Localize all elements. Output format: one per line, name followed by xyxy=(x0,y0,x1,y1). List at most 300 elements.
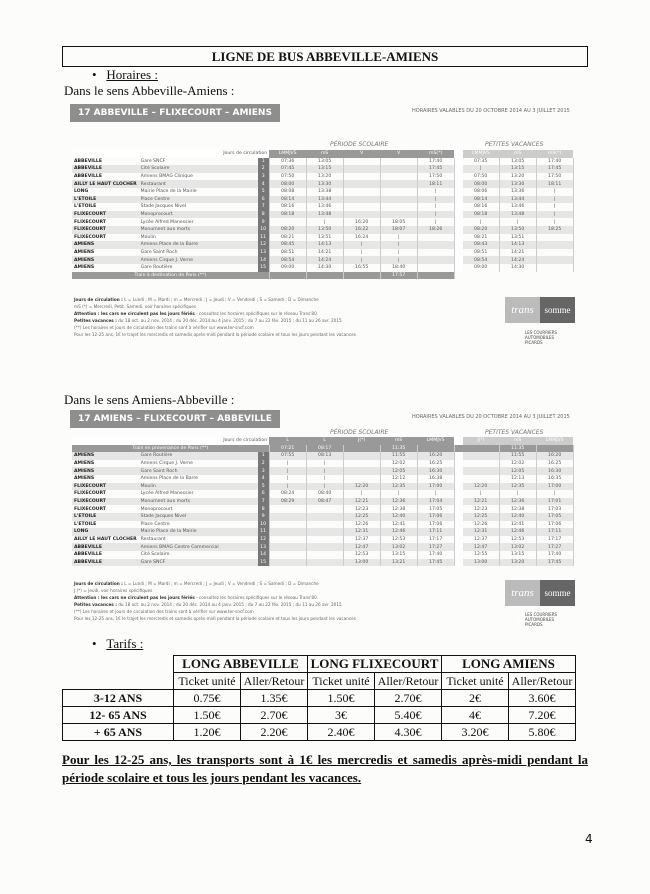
time-cell xyxy=(417,256,454,264)
time-cell: 08:14 xyxy=(463,196,500,204)
time-cell: 08:54 xyxy=(269,256,306,264)
table-row xyxy=(72,264,573,272)
city-cell: ABBEVILLE xyxy=(72,543,139,551)
time-cell: 14:24 xyxy=(499,256,536,264)
time-cell: 07:55 xyxy=(269,452,306,460)
city-cell: FLIXECOURT xyxy=(72,483,139,491)
table-row xyxy=(72,180,573,188)
stop-cell: Amiens Cirque J. Verne xyxy=(140,461,193,467)
time-cell: 13:44 xyxy=(306,196,343,204)
note-text: L = Lundi ; M = Mardi ; m = Mercredi ; J = Jeudi ; V = Vendredi ; S = Samedi ; D = Dimanche xyxy=(122,297,319,302)
time-cell: 17:11 xyxy=(536,528,573,536)
stop-cell: Amiens Place de la Barre xyxy=(139,241,258,249)
time-cell: | xyxy=(380,256,417,264)
price-cell: 2.20€ xyxy=(241,724,308,741)
time-cell: | xyxy=(417,211,454,219)
tariffs-table xyxy=(62,655,576,741)
time-cell: | xyxy=(536,196,573,204)
time-cell xyxy=(417,241,454,249)
time-cell xyxy=(463,460,500,468)
stop-cell: Gare Routière xyxy=(140,265,173,271)
time-cell xyxy=(306,513,343,521)
time-cell xyxy=(306,521,343,529)
time-cell: 17:50 xyxy=(417,173,454,181)
gap xyxy=(454,483,463,491)
time-cell: 12:46 xyxy=(499,528,536,536)
time-cell: 17:27 xyxy=(417,543,454,551)
stop-cell: Place Centre xyxy=(140,521,170,527)
time-cell: 12:53 xyxy=(499,536,536,544)
table-row xyxy=(72,249,573,257)
stop-number: 4 xyxy=(258,475,270,483)
time-cell: | xyxy=(306,460,343,468)
blank xyxy=(343,272,380,280)
time-cell: 12:12 xyxy=(380,475,417,483)
gap xyxy=(454,559,463,567)
time-cell xyxy=(269,505,306,513)
stop-number: 14 xyxy=(258,551,270,559)
time-cell: | xyxy=(343,249,380,257)
gap xyxy=(454,551,463,559)
city-cell: ABBEVILLE xyxy=(74,552,102,558)
price-cell: 3.20€ xyxy=(442,724,509,741)
time-cell xyxy=(343,203,380,211)
time-cell: 13:02 xyxy=(499,543,536,551)
table-row xyxy=(72,196,573,204)
gap xyxy=(454,241,463,249)
time-cell: 13:48 xyxy=(306,211,343,219)
stop-number: 9 xyxy=(258,513,270,521)
note-bold: Petites vacances : xyxy=(74,318,117,323)
time-cell: 08:06 xyxy=(463,188,500,196)
age-group: 12- 65 ANS xyxy=(63,707,174,724)
stop-cell: Cité Scolaire xyxy=(139,165,258,173)
time-cell: 12:47 xyxy=(343,543,380,551)
time-cell: | xyxy=(536,211,573,219)
column-header: L xyxy=(306,437,343,445)
time-cell xyxy=(343,165,380,173)
time-cell xyxy=(380,196,417,204)
time-cell: 13:50 xyxy=(306,226,343,234)
price-cell: 4.30€ xyxy=(375,724,442,741)
gap xyxy=(454,513,463,521)
time-cell: | xyxy=(417,188,454,196)
time-cell: 08:40 xyxy=(306,490,343,498)
train-time: 07:21 xyxy=(269,445,306,453)
time-cell: | xyxy=(417,196,454,204)
time-cell xyxy=(343,452,380,460)
tariff-row xyxy=(63,690,576,707)
note-line xyxy=(74,615,494,622)
time-cell: 12:26 xyxy=(463,521,500,529)
period-vac-2: PETITES VACANCES xyxy=(485,429,544,436)
city-cell: AMIENS xyxy=(72,256,139,264)
page-title: LIGNE DE BUS ABBEVILLE-AMIENS xyxy=(62,46,588,67)
time-cell: 13:21 xyxy=(380,559,417,567)
city-cell: L'ETOILE xyxy=(74,521,97,527)
time-cell: 12:36 xyxy=(380,498,417,506)
time-cell xyxy=(343,180,380,188)
table-row xyxy=(72,559,573,567)
stop-cell: Restaurant xyxy=(139,180,258,188)
table-row xyxy=(72,536,573,544)
time-cell: 13:30 xyxy=(306,180,343,188)
time-cell xyxy=(380,211,417,219)
group-flixecourt: LONG FLIXECOURT xyxy=(308,656,442,673)
price-cell: 3.60€ xyxy=(509,690,576,707)
time-cell: | xyxy=(417,490,454,498)
city-cell: ABBEVILLE xyxy=(74,174,102,180)
gap xyxy=(454,196,463,204)
time-cell: 07:50 xyxy=(269,173,306,181)
table-row xyxy=(72,490,573,498)
time-cell: 14:21 xyxy=(306,249,343,257)
time-cell: | xyxy=(269,483,306,491)
time-cell: 16:20 xyxy=(536,452,573,460)
time-cell: 13:51 xyxy=(499,234,536,242)
notes-2 xyxy=(74,580,494,622)
time-cell xyxy=(380,188,417,196)
note-line xyxy=(74,331,494,338)
time-cell: 13:00 xyxy=(463,559,500,567)
price-cell: 1.20€ xyxy=(174,724,241,741)
city-cell: FLIXECOURT xyxy=(74,506,106,512)
stop-number: 3 xyxy=(258,173,270,181)
stop-cell: Mairie Place de la Mairie xyxy=(139,528,258,536)
train-time xyxy=(463,445,500,453)
price-cell: 2.70€ xyxy=(241,707,308,724)
stop-cell: Gare Saint Roch xyxy=(140,250,178,256)
time-cell: 17:45 xyxy=(417,165,454,173)
stop-cell: Stade Jacques Nivel xyxy=(140,204,187,210)
youth-fare-note: Pour les 12-25 ans, les transports sont à 1€ les mercredis et samedis après-midi pendant la période scolaire et tous les jours pendant les vacances. xyxy=(62,752,588,785)
stop-number: 12 xyxy=(258,536,270,544)
train-time: 11:35 xyxy=(499,445,536,453)
time-cell: 09:00 xyxy=(269,264,306,272)
time-cell: 12:40 xyxy=(499,513,536,521)
train-footer: Train à destination de Paris (**) xyxy=(72,272,269,280)
time-cell xyxy=(536,249,573,257)
stop-number: 5 xyxy=(258,188,270,196)
price-cell: 0.75€ xyxy=(174,690,241,707)
time-cell xyxy=(343,188,380,196)
days-label: Jours de circulation xyxy=(72,150,269,158)
period-school-2: PÉRIODE SCOLAIRE xyxy=(330,429,389,436)
time-cell: 12:55 xyxy=(463,551,500,559)
time-cell: 12:38 xyxy=(380,505,417,513)
city-cell: AMIENS xyxy=(72,241,139,249)
time-cell xyxy=(269,528,306,536)
time-cell: 08:24 xyxy=(269,490,306,498)
time-cell xyxy=(343,211,380,219)
note-text: du 18 oct. au 2 nov. 2014 ; du 20 déc. 2014 au 4 janv. 2015 ; du 7 au 22 fév. 2015 ; du 11 au 26 avr. 2015 xyxy=(116,318,342,323)
time-cell: | xyxy=(380,241,417,249)
stop-number: 5 xyxy=(258,483,270,491)
subheader: Aller/Retour xyxy=(241,673,308,690)
stop-number: 9 xyxy=(258,218,270,226)
time-cell: 08:00 xyxy=(463,180,500,188)
notes-1 xyxy=(74,296,494,338)
time-cell: | xyxy=(417,203,454,211)
gap xyxy=(454,467,463,475)
city-cell: ABBEVILLE xyxy=(74,158,102,164)
city-cell: LONG xyxy=(74,189,89,195)
time-cell: 11:55 xyxy=(380,452,417,460)
column-header: mS xyxy=(499,437,536,445)
gap xyxy=(454,505,463,513)
time-cell: 13:20 xyxy=(306,173,343,181)
gap xyxy=(454,521,463,529)
time-cell: 17:06 xyxy=(417,513,454,521)
train-time xyxy=(417,445,454,453)
price-cell: 5.80€ xyxy=(509,724,576,741)
time-cell xyxy=(269,218,306,226)
time-cell: 16:30 xyxy=(417,467,454,475)
table-row xyxy=(72,226,573,234)
time-cell xyxy=(269,521,306,529)
time-cell: | xyxy=(306,218,343,226)
column-header: mS(*) xyxy=(536,150,573,158)
table-row xyxy=(72,452,573,460)
time-cell: 16:38 xyxy=(417,475,454,483)
city-cell: AMIENS xyxy=(74,476,95,482)
stop-cell: Lycée Alfred Manessier xyxy=(140,491,194,497)
gap xyxy=(454,264,463,272)
time-cell xyxy=(306,551,343,559)
time-cell: 12:21 xyxy=(463,498,500,506)
time-cell xyxy=(343,173,380,181)
time-cell: | xyxy=(536,188,573,196)
time-cell: 11:55 xyxy=(499,452,536,460)
time-cell: 08:54 xyxy=(463,256,500,264)
direction-1-heading: Dans le sens Abbeville-Amiens : xyxy=(64,83,235,98)
time-cell: 16:25 xyxy=(536,460,573,468)
gap xyxy=(454,445,463,453)
city-cell: AMIENS xyxy=(72,452,139,460)
note-bold: Petites vacances : xyxy=(74,602,117,607)
time-cell: 18:25 xyxy=(536,226,573,234)
stop-number: 6 xyxy=(258,490,270,498)
time-cell: 17:40 xyxy=(417,551,454,559)
note-bold: Attention : les cars ne circulent pas les jours fériés xyxy=(74,311,195,316)
time-cell xyxy=(417,249,454,257)
table-row xyxy=(72,218,573,226)
time-cell xyxy=(343,196,380,204)
time-cell: 12:23 xyxy=(463,505,500,513)
time-cell: 12:36 xyxy=(499,498,536,506)
stop-number: 13 xyxy=(258,543,270,551)
line-bar-2: 17 AMIENS – FLIXECOURT – ABBEVILLE xyxy=(70,410,280,428)
time-cell: 13:51 xyxy=(306,234,343,242)
time-cell: 12:23 xyxy=(343,505,380,513)
stop-cell: Place Centre xyxy=(139,196,258,204)
column-header: V xyxy=(343,150,380,158)
time-cell xyxy=(463,475,500,483)
period-vac-1: PETITES VACANCES xyxy=(485,141,544,148)
timetable-amiens-abbeville xyxy=(72,437,574,566)
stop-number: 7 xyxy=(258,498,270,506)
time-cell: 17:06 xyxy=(417,521,454,529)
subheader: Ticket unité xyxy=(174,673,241,690)
time-cell: | xyxy=(380,234,417,242)
time-cell: 12:35 xyxy=(380,483,417,491)
note-text: (**) Les horaires et jours de circulation des trains sont à vérifier sur www.ter-sncf.com xyxy=(74,325,254,330)
gap xyxy=(454,437,463,445)
time-cell xyxy=(343,158,380,166)
age-group: 3-12 ANS xyxy=(63,690,174,707)
time-cell: | xyxy=(536,218,573,226)
time-cell: 16:55 xyxy=(343,264,380,272)
time-cell xyxy=(463,452,500,460)
table-row xyxy=(72,543,573,551)
time-cell xyxy=(380,158,417,166)
time-cell: 08:51 xyxy=(269,249,306,257)
table-row xyxy=(72,241,573,249)
stop-number: 2 xyxy=(258,460,270,468)
note-text: mS (*) = Mercredi, Petit. Samedi, voir horaires spécifiques xyxy=(74,304,197,309)
time-cell: | xyxy=(269,460,306,468)
time-cell: 13:05 xyxy=(306,158,343,166)
time-cell xyxy=(536,256,573,264)
validity-1: HORAIRES VALABLES DU 20 OCTOBRE 2014 AU 3 JUILLET 2015 xyxy=(412,108,570,114)
table-row xyxy=(72,505,573,513)
column-header: LMMJVS xyxy=(417,437,454,445)
trans80-somme-logo-2: trans 80 somme xyxy=(505,580,575,606)
time-cell: 13:02 xyxy=(380,543,417,551)
time-cell: | xyxy=(306,475,343,483)
city-cell: AMIENS xyxy=(72,467,139,475)
note-text: du 18 oct. au 2 nov. 2014 ; du 20 déc. 2014 au 4 janv. 2015 ; du 7 au 22 fév. 2015 ; du 11 au 26 avr. 2015 xyxy=(116,602,342,607)
time-cell: 13:36 xyxy=(499,188,536,196)
note-bold: Jours de circulation : xyxy=(74,581,123,586)
price-cell: 1.50€ xyxy=(308,690,375,707)
time-cell: | xyxy=(417,218,454,226)
time-cell: | xyxy=(343,241,380,249)
note-text: - consultez les horaires spécifiques sur le réseau Trans'80. xyxy=(194,595,319,600)
gap xyxy=(454,165,463,173)
time-cell: 16:24 xyxy=(343,234,380,242)
table-row xyxy=(72,173,573,181)
column-header: LMMJVS xyxy=(269,150,306,158)
time-cell: 12:41 xyxy=(380,521,417,529)
time-cell: 12:26 xyxy=(343,521,380,529)
time-cell: | xyxy=(463,165,500,173)
price-cell: 1.50€ xyxy=(174,707,241,724)
stop-cell: Moulin xyxy=(139,483,258,491)
gap xyxy=(454,460,463,468)
note-line xyxy=(74,324,494,331)
time-cell: 12:38 xyxy=(499,505,536,513)
time-cell: 12:25 xyxy=(463,513,500,521)
time-cell: 08:47 xyxy=(306,498,343,506)
note-text: - consultez les horaires spécifiques sur le réseau Trans'80. xyxy=(194,311,319,316)
stop-cell: Gare SNCF xyxy=(140,158,166,164)
column-header: LMMJVS xyxy=(463,150,500,158)
gap xyxy=(454,256,463,264)
time-cell: 14:13 xyxy=(499,241,536,249)
horaires-heading: • Horaires : xyxy=(92,67,158,82)
time-cell xyxy=(306,559,343,567)
city-cell: AMIENS xyxy=(74,265,95,271)
column-header: V xyxy=(380,150,417,158)
tarifs-label: Tarifs : xyxy=(106,636,144,651)
time-cell: 16:22 xyxy=(343,226,380,234)
time-cell: 18:11 xyxy=(536,180,573,188)
time-cell xyxy=(269,513,306,521)
time-cell xyxy=(269,543,306,551)
time-cell: | xyxy=(536,203,573,211)
time-cell: 08:21 xyxy=(463,234,500,242)
train-time xyxy=(343,445,380,453)
note-text: (**) Les horaires et jours de circulation des trains sont à vérifier sur www.ter-sncf.com xyxy=(74,609,254,614)
logo-caption: LES COURRIERS AUTOMOBILES PICARDS xyxy=(525,330,558,345)
time-cell xyxy=(306,536,343,544)
stop-cell: Stade Jacques Nivel xyxy=(139,513,258,521)
time-cell: 08:00 xyxy=(269,180,306,188)
city-cell: L'ETOILE xyxy=(72,196,139,204)
stop-cell: Restaurant xyxy=(140,537,166,543)
note-text: Pour les 12-25 ans, 1€ le trajet les mercredis et samedis après-midi pendant la période scolaire et tous les jours pendant les vacances xyxy=(74,332,356,337)
column-header: J(*) xyxy=(463,437,500,445)
time-cell xyxy=(269,536,306,544)
stop-cell: Cité Scolaire xyxy=(140,552,170,558)
price-cell: 2€ xyxy=(442,690,509,707)
note-text: Pour les 12-25 ans, 1€ le trajet les mercredis et samedis après-midi pendant la période scolaire et tous les jours pendant les vacances xyxy=(74,616,356,621)
time-cell: 17:00 xyxy=(536,483,573,491)
time-cell xyxy=(380,203,417,211)
train-time xyxy=(536,445,573,453)
time-cell: 12:41 xyxy=(499,521,536,529)
subheader: Ticket unité xyxy=(442,673,509,690)
line-bar-1: 17 ABBEVILLE – FLIXECOURT – AMIENS xyxy=(70,104,280,122)
time-cell: 08:18 xyxy=(463,211,500,219)
time-cell: 16:30 xyxy=(536,467,573,475)
time-cell xyxy=(463,467,500,475)
stop-cell: Gare Routière xyxy=(139,452,258,460)
logo-caption-2: LES COURRIERS AUTOMOBILES PICARDS xyxy=(525,612,558,627)
time-cell: | xyxy=(499,490,536,498)
note-text: J (*) = Jeudi, voir horaires spécifiques xyxy=(74,588,153,593)
time-cell: 13:46 xyxy=(499,203,536,211)
column-header: J(*) xyxy=(343,437,380,445)
time-cell: 08:13 xyxy=(306,452,343,460)
time-cell: 13:44 xyxy=(499,196,536,204)
time-cell: 17:45 xyxy=(536,165,573,173)
note-line xyxy=(74,608,494,615)
time-cell xyxy=(343,467,380,475)
column-header: LMMJVS xyxy=(536,437,573,445)
direction-2-heading: Dans le sens Amiens-Abbeville : xyxy=(64,392,235,407)
stop-number: 14 xyxy=(258,256,270,264)
time-cell: 17:04 xyxy=(417,498,454,506)
note-line xyxy=(74,601,494,608)
time-cell: 14:21 xyxy=(499,249,536,257)
city-cell: AMIENS xyxy=(74,461,95,467)
group-amiens: LONG AMIENS xyxy=(442,656,576,673)
gap xyxy=(454,188,463,196)
time-cell: 13:05 xyxy=(499,158,536,166)
gap xyxy=(454,543,463,551)
city-cell: AILLY LE HAUT CLOCHER xyxy=(74,537,137,543)
price-cell: 7.20€ xyxy=(509,707,576,724)
time-cell: 08:21 xyxy=(269,234,306,242)
time-cell xyxy=(343,460,380,468)
stop-cell: Gare Saint Roch xyxy=(139,467,258,475)
stop-cell: Amiens Place de la Barre xyxy=(140,476,198,482)
time-cell: | xyxy=(463,218,500,226)
time-cell: 13:15 xyxy=(499,551,536,559)
time-cell: 13:48 xyxy=(499,211,536,219)
